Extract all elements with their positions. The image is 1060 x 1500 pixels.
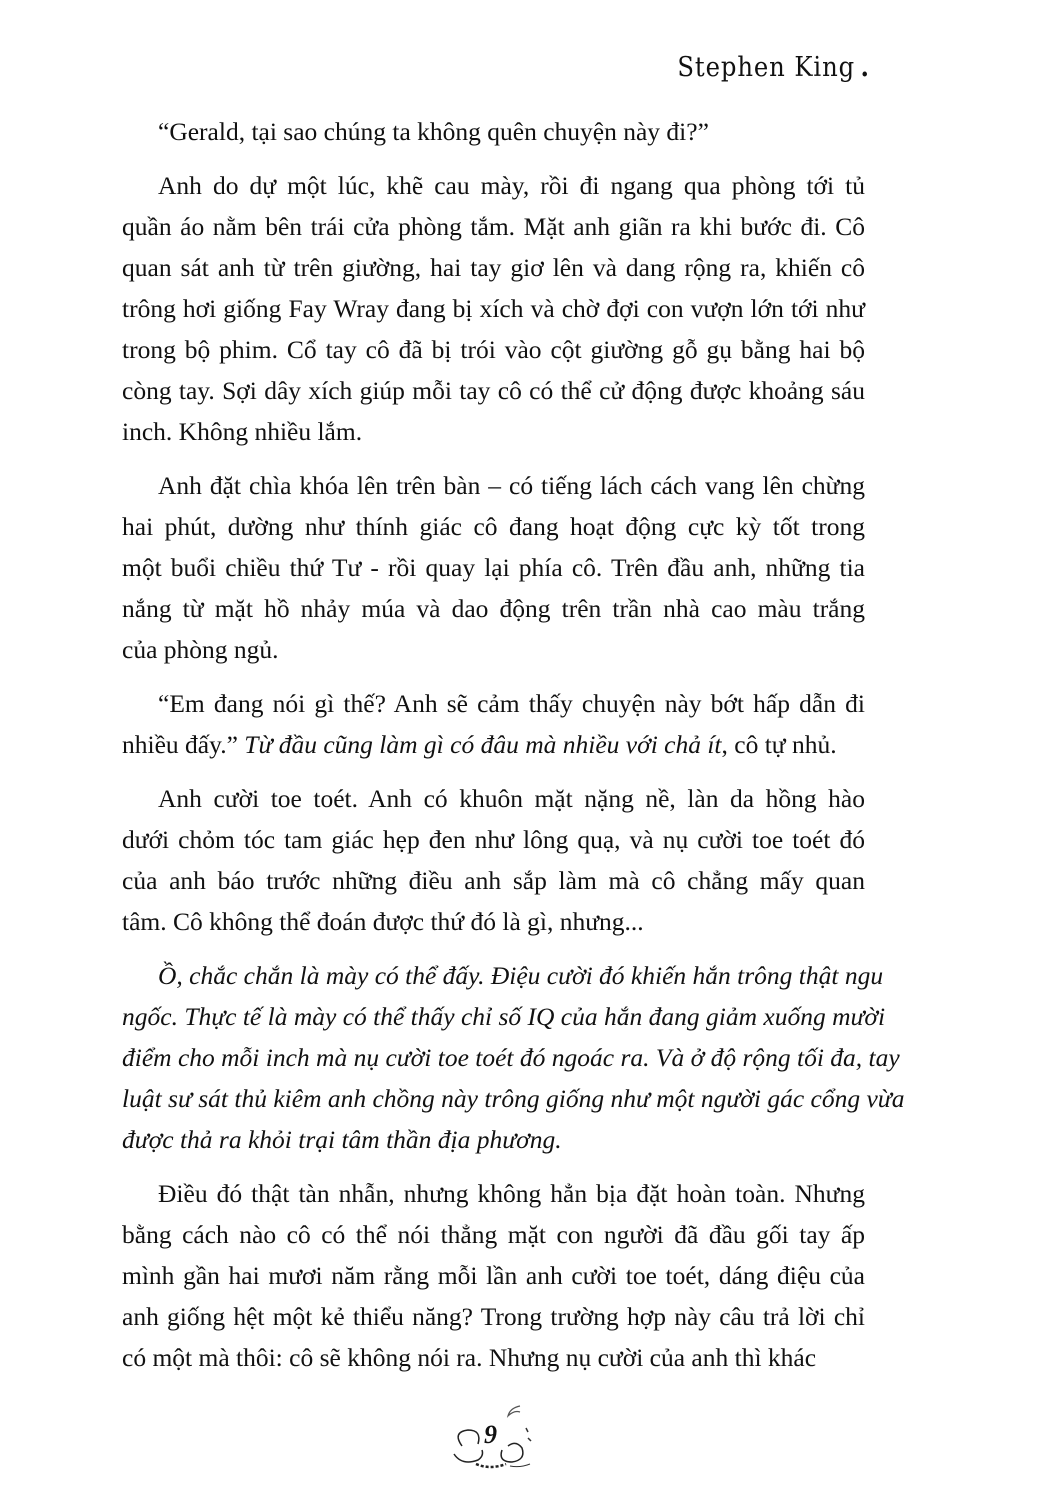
text-line: ngốc. Thực tế là mày có thể thấy chỉ số IQ của hắn đang giảm xuống mười bbox=[122, 1002, 886, 1031]
text-line: một buổi chiều thứ Tư - rồi quay lại phía cô. Trên đầu anh, những tia bbox=[122, 553, 865, 582]
text-line: của phòng ngủ. bbox=[122, 635, 279, 664]
author-name: Stephen King bbox=[677, 52, 856, 83]
paragraph bbox=[122, 683, 865, 765]
text-line: “Em đang nói gì thế? Anh sẽ cảm thấy chuyện này bớt hấp dẫn đi bbox=[158, 689, 865, 718]
running-header bbox=[678, 52, 870, 83]
text-line: luật sư sát thủ kiêm anh chồng này trông giống như một người gác cổng vừa bbox=[122, 1084, 905, 1113]
text-line: bằng cách nào cô có thể nói thẳng mặt con người đã đầu gối tay ấp bbox=[122, 1220, 865, 1249]
text-line: của anh báo trước những điều anh sắp làm mà cô chẳng mấy quan bbox=[122, 866, 865, 895]
text-line: quần áo nằm bên trái cửa phòng tắm. Mặt anh giãn ra khi bước đi. Cô bbox=[122, 212, 865, 241]
paragraph bbox=[122, 1173, 865, 1378]
page-body bbox=[122, 111, 905, 1391]
text-line: quan sát anh từ trên giường, hai tay giơ lên và dang rộng ra, khiến cô bbox=[122, 253, 865, 282]
text-line: Anh đặt chìa khóa lên trên bàn – có tiếng lách cách vang lên chừng bbox=[158, 471, 865, 500]
paragraph bbox=[122, 778, 865, 942]
text-line: mình gần hai mươi năm rằng mỗi lần anh cười toe toét, dáng điệu của bbox=[122, 1261, 865, 1290]
paragraph bbox=[122, 111, 865, 152]
text-line: nắng từ mặt hồ nhảy múa và dao động trên trần nhà cao màu trắng bbox=[122, 594, 865, 623]
text-line: còng tay. Sợi dây xích giúp mỗi tay cô có thể cử động được khoảng sáu bbox=[122, 376, 865, 405]
text-line: Anh cười toe toét. Anh có khuôn mặt nặng nề, làn da hồng hào bbox=[158, 784, 865, 813]
text-line: Điều đó thật tàn nhẫn, nhưng không hẳn bịa đặt hoàn toàn. Nhưng bbox=[158, 1179, 865, 1208]
text-line: Ồ, chắc chắn là mày có thể đấy. Điệu cười đó khiến hắn trông thật ngu bbox=[158, 961, 884, 990]
text-line: được thả ra khỏi trại tâm thần địa phương. bbox=[122, 1125, 562, 1154]
text-line: hai phút, dường như thính giác cô đang hoạt động cực kỳ tốt trong bbox=[122, 512, 865, 541]
paragraph bbox=[122, 465, 865, 670]
page-number-footer bbox=[440, 1398, 550, 1478]
text-line: dưới chỏm tóc tam giác hẹp đen như lông quạ, và nụ cười toe toét đó bbox=[122, 825, 865, 854]
header-mark: . bbox=[860, 52, 870, 83]
text-line: “Gerald, tại sao chúng ta không quên chuyện này đi?” bbox=[158, 117, 709, 146]
text-line: tâm. Cô không thể đoán được thứ đó là gì, nhưng... bbox=[122, 907, 644, 936]
text-line: Anh do dự một lúc, khẽ cau mày, rồi đi ngang qua phòng tới tủ bbox=[158, 171, 865, 200]
text-line: trong bộ phim. Cổ tay cô đã bị trói vào cột giường gỗ gụ bằng hai bộ bbox=[122, 335, 865, 364]
paragraph bbox=[122, 165, 865, 452]
text-line: inch. Không nhiều lắm. bbox=[122, 417, 363, 446]
text-line: anh giống hệt một kẻ thiểu năng? Trong trường hợp này câu trả lời chỉ bbox=[122, 1302, 865, 1331]
paragraph bbox=[122, 955, 905, 1160]
text-line: điểm cho mỗi inch mà nụ cười toe toét đó ngoác ra. Và ở độ rộng tối đa, tay bbox=[122, 1043, 900, 1072]
text-line: có một mà thôi: cô sẽ không nói ra. Nhưng nụ cười của anh thì khác bbox=[122, 1343, 817, 1372]
text-segment: , cô tự nhủ. bbox=[721, 730, 837, 759]
text-line bbox=[122, 724, 865, 765]
italic-thought: Từ đầu cũng làm gì có đâu mà nhiều với chả ít bbox=[244, 730, 722, 759]
text-segment: nhiều đấy.” bbox=[122, 730, 245, 759]
text-line: trông hơi giống Fay Wray đang bị xích và chờ đợi con vượn lớn tới như bbox=[122, 294, 865, 323]
page-number: 9 bbox=[484, 1420, 497, 1449]
